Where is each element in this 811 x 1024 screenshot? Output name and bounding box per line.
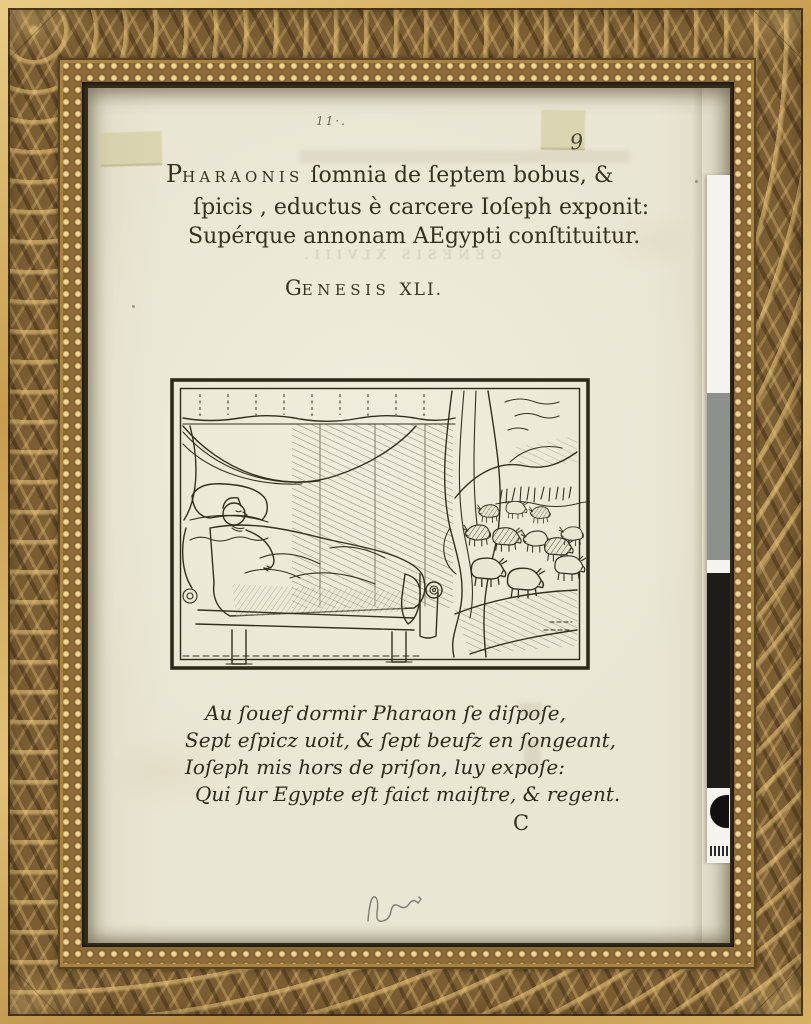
foxing-speck — [132, 305, 135, 308]
heading-line-3: Supérque annonam AEgypti conſtituitur. — [188, 224, 641, 249]
strip-tick — [714, 846, 716, 856]
signature-letter: C — [513, 811, 530, 835]
verso-show-through — [524, 740, 540, 766]
strip-tick — [726, 846, 728, 856]
pencil-inscription — [350, 881, 450, 931]
verso-show-through-text: GENESIS XLVIII. — [298, 248, 502, 263]
frame-miter-joint — [751, 964, 803, 1016]
strip-white-segment — [707, 560, 730, 573]
frame-miter-joint — [8, 964, 60, 1016]
heading-line-2: ſpicis , eductus è carcere Ioſeph exponit: — [193, 194, 650, 220]
book-page — [88, 88, 730, 943]
cattle-herd — [463, 501, 586, 598]
strip-tick — [718, 846, 720, 856]
strip-tick — [710, 846, 712, 856]
verso-show-through — [520, 703, 542, 717]
handwritten-page-number: 9 — [568, 129, 585, 155]
heading-line-1: PHARAONIS ſomnia de ſeptem bobus, & — [166, 160, 614, 188]
verse-line-3: Ioſeph mis hors de priſon, luy expoſe: — [185, 755, 565, 779]
strip-label-segment — [707, 788, 730, 863]
canopy — [183, 394, 455, 424]
strip-black-segment — [707, 573, 730, 788]
page-right-edge-shadow — [692, 88, 702, 943]
latin-heading — [166, 160, 649, 252]
pharaoh-figure — [223, 498, 274, 571]
foxing-speck — [695, 180, 698, 183]
verse-line-2: Sept eſpicz uoit, & ſept beufz en ſongeant, — [185, 728, 616, 752]
verse-line-1: Au ſouef dormir Pharaon ſe diſpoſe, — [205, 701, 566, 725]
woodcut-illustration — [170, 378, 590, 670]
verse-line-4: Qui ſur Egypte eſt faict maiſtre, & regent. — [195, 782, 621, 806]
frame-miter-joint — [751, 8, 803, 60]
strip-gray-segment — [707, 393, 730, 560]
calibration-strip — [707, 175, 730, 863]
strip-tick — [722, 846, 724, 856]
strip-white-segment — [707, 175, 730, 393]
strip-partial-glyph — [710, 795, 729, 828]
riverbank — [455, 588, 577, 654]
chapter-heading: GENESIS XLI. — [285, 276, 444, 300]
frame-miter-joint — [8, 8, 60, 60]
bedchamber-wall-panel — [292, 424, 453, 608]
collation-inscription: 11·. — [316, 114, 347, 128]
french-verse — [185, 700, 620, 808]
tape-residue-left — [100, 131, 163, 167]
